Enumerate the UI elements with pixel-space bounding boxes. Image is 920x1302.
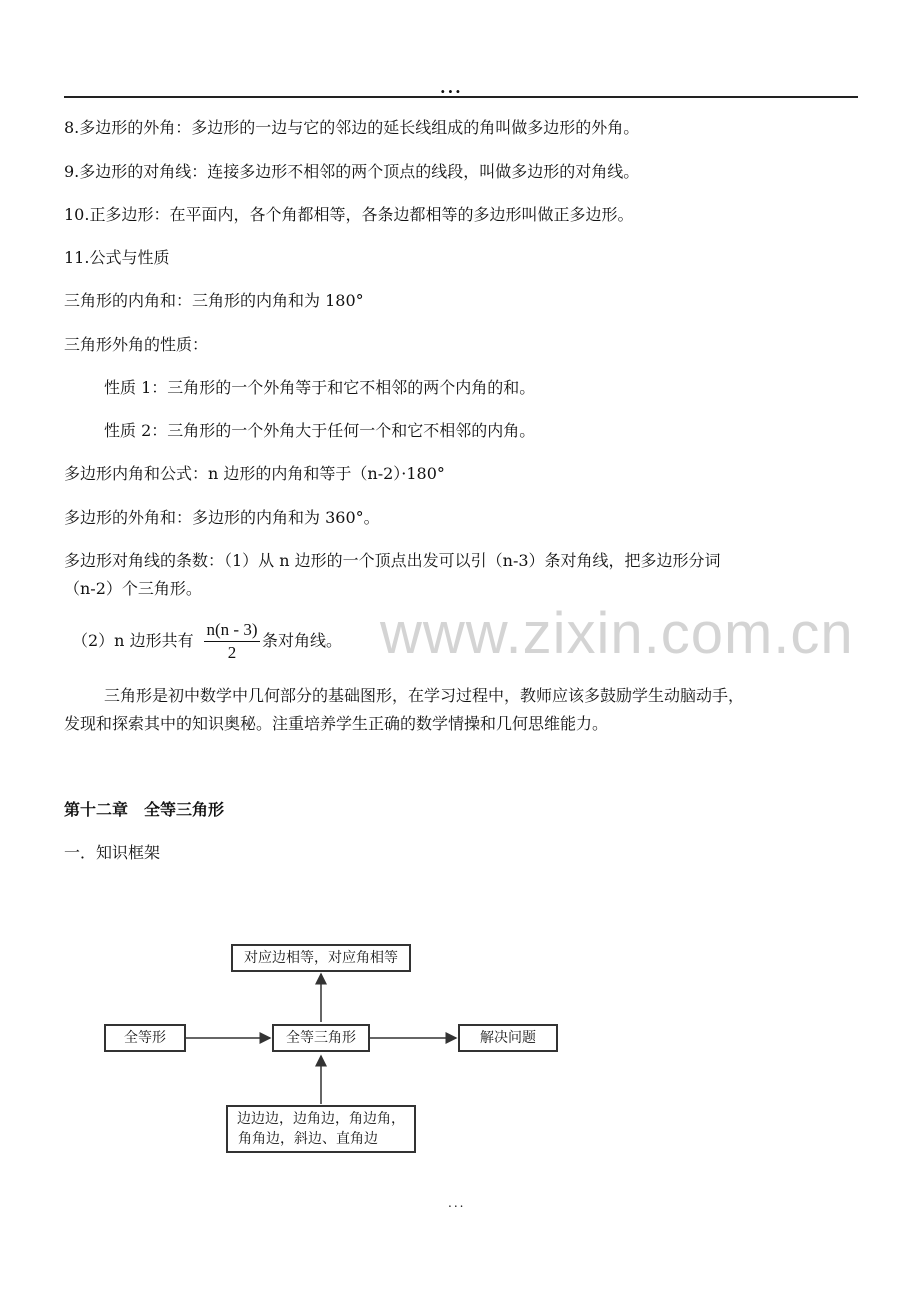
exterior-angle-properties: 三角形外角的性质： bbox=[64, 335, 209, 354]
diagram-box-congruent-figures: 全等形 bbox=[104, 1024, 186, 1052]
diagonal-count-line2: （n-2）个三角形。 bbox=[64, 579, 202, 598]
diagram-box-correspondence: 对应边相等，对应角相等 bbox=[231, 944, 411, 972]
fraction-numerator: n(n - 3) bbox=[206, 620, 258, 639]
summary-line2: 发现和探索其中的知识奥秘。注重培养学生正确的数学情操和几何思维能力。 bbox=[64, 714, 609, 733]
fraction-denominator: 2 bbox=[227, 643, 237, 662]
header-dots: ... bbox=[440, 78, 463, 97]
property-1: 性质 1：三角形的一个外角等于和它不相邻的两个内角的和。 bbox=[104, 378, 536, 397]
diagram-box-congruent-triangles: 全等三角形 bbox=[272, 1024, 370, 1052]
summary-line1: 三角形是初中数学中几何部分的基础图形，在学习过程中，教师应该多鼓励学生动脑动手， bbox=[104, 686, 745, 705]
polygon-exterior-sum: 多边形的外角和：多边形的内角和为 360°。 bbox=[64, 508, 380, 527]
footer-dots: ... bbox=[448, 1196, 466, 1210]
chapter-title: 第十二章 全等三角形 bbox=[64, 800, 225, 819]
diagram-box-solve-problems: 解决问题 bbox=[458, 1024, 558, 1052]
definition-exterior-angle: 8.多边形的外角：多边形的一边与它的邻边的延长线组成的角叫做多边形的外角。 bbox=[64, 118, 640, 137]
section-heading: 一．知识框架 bbox=[64, 843, 161, 862]
polygon-angle-sum: 多边形内角和公式：n 边形的内角和等于（n-2）·180° bbox=[64, 464, 445, 483]
watermark: www.zixin.com.cn bbox=[380, 601, 854, 666]
formulas-heading: 11.公式与性质 bbox=[64, 248, 170, 267]
diagonal-total-prefix: （2）n 边形共有 bbox=[72, 631, 194, 650]
diagonal-total-suffix: 条对角线。 bbox=[262, 631, 343, 650]
criteria-line2: 角角边，斜边、直角边 bbox=[238, 1131, 378, 1147]
diagonal-count-line1: 多边形对角线的条数：（1）从 n 边形的一个顶点出发可以引（n-3）条对角线，把多边形分词 bbox=[64, 551, 721, 570]
diagram-box-criteria bbox=[226, 1105, 416, 1153]
criteria-line1: 边边边，边角边，角边角， bbox=[237, 1111, 405, 1127]
property-2: 性质 2：三角形的一个外角大于任何一个和它不相邻的内角。 bbox=[104, 421, 536, 440]
definition-regular-polygon: 10.正多边形：在平面内，各个角都相等，各条边都相等的多边形叫做正多边形。 bbox=[64, 205, 634, 224]
triangle-angle-sum: 三角形的内角和：三角形的内角和为 180° bbox=[64, 291, 364, 310]
definition-diagonal: 9.多边形的对角线：连接多边形不相邻的两个顶点的线段，叫做多边形的对角线。 bbox=[64, 162, 640, 181]
